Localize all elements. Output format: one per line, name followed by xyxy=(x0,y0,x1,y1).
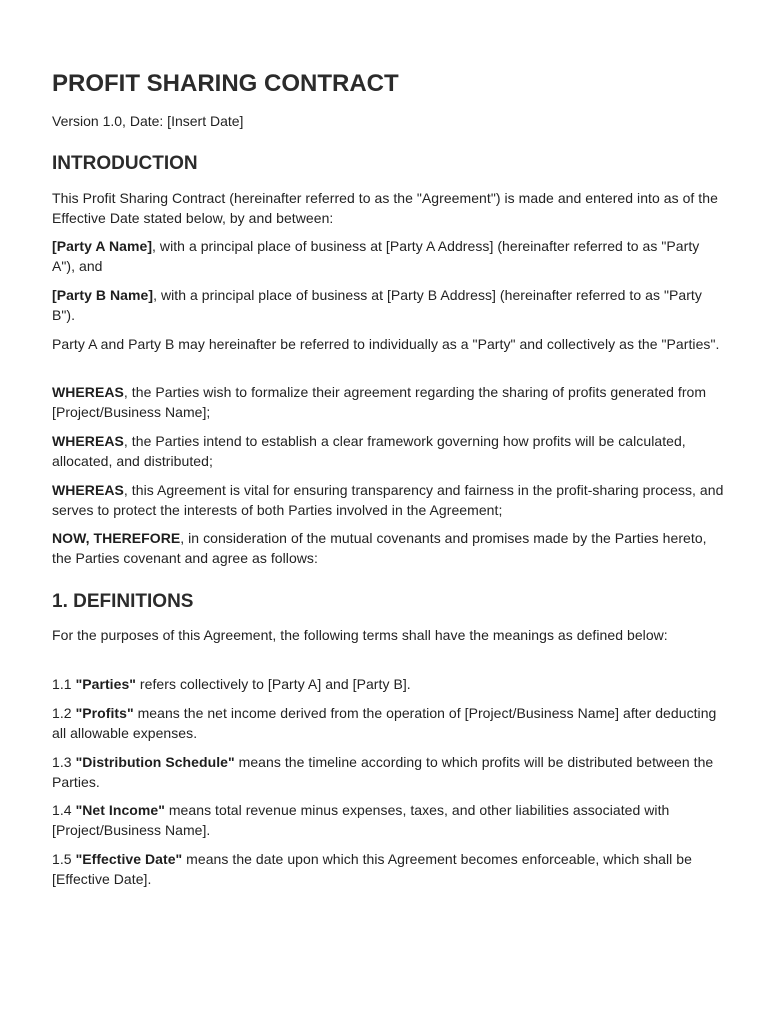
definition-number: 1.4 xyxy=(52,802,76,818)
whereas-text: , this Agreement is vital for ensuring transparency and fairness in the profit-sharing process, and serves to protect the interests of both Parties involved in the Agreement; xyxy=(52,482,724,518)
party-b-paragraph xyxy=(52,286,724,325)
definitions-heading: 1. DEFINITIONS xyxy=(52,591,194,612)
definition-text: means the timeline according to which profits will be distributed between the Parties. xyxy=(52,754,714,790)
definition-term: "Distribution Schedule" xyxy=(75,754,235,770)
whereas-label: WHEREAS xyxy=(52,433,124,449)
definition-term: "Parties" xyxy=(75,676,136,692)
definition-number: 1.1 xyxy=(52,676,76,692)
whereas-paragraph-1 xyxy=(52,383,724,422)
definition-text: means the date upon which this Agreement becomes enforceable, which shall be [Effective Date]. xyxy=(52,851,692,887)
definition-term: "Effective Date" xyxy=(75,851,183,867)
intro-paragraph: This Profit Sharing Contract (hereinafter referred to as the "Agreement") is made and entered into as of the Effective Date stated below, by and between: xyxy=(52,190,718,226)
party-b-name: [Party B Name] xyxy=(52,287,154,303)
party-b-details: , with a principal place of business at [Party B Address] (hereinafter referred to as "Party B"). xyxy=(52,287,702,323)
party-a-paragraph xyxy=(52,237,724,276)
whereas-label: WHEREAS xyxy=(52,482,124,498)
version-line: Version 1.0, Date: [Insert Date] xyxy=(52,113,244,129)
whereas-label: WHEREAS xyxy=(52,384,124,400)
introduction-heading: INTRODUCTION xyxy=(52,153,198,174)
definition-term: "Profits" xyxy=(75,705,134,721)
now-therefore-paragraph xyxy=(52,529,724,568)
definition-item xyxy=(52,850,724,889)
definition-item xyxy=(52,801,724,840)
now-therefore-label: NOW, THEREFORE xyxy=(52,530,181,546)
now-therefore-text: , in consideration of the mutual covenants and promises made by the Parties hereto, the Parties covenant and agree as follows: xyxy=(52,530,707,566)
definition-text: means total revenue minus expenses, taxes, and other liabilities associated with [Project/Business Name]. xyxy=(52,802,670,838)
party-a-details: , with a principal place of business at [Party A Address] (hereinafter referred to as "Party A"), and xyxy=(52,238,700,274)
definition-term: "Net Income" xyxy=(75,802,165,818)
whereas-text: , the Parties wish to formalize their agreement regarding the sharing of profits generated from [Project/Business Name]; xyxy=(52,384,707,420)
whereas-paragraph-2 xyxy=(52,432,724,471)
whereas-text: , the Parties intend to establish a clear framework governing how profits will be calculated, allocated, and distributed; xyxy=(52,433,686,469)
definition-number: 1.3 xyxy=(52,754,76,770)
definitions-intro: For the purposes of this Agreement, the following terms shall have the meanings as defined below: xyxy=(52,627,668,643)
parties-paragraph: Party A and Party B may hereinafter be referred to individually as a "Party" and collectively as the "Parties". xyxy=(52,336,720,352)
definition-item xyxy=(52,753,724,792)
document-title: PROFIT SHARING CONTRACT xyxy=(52,70,399,97)
party-a-name: [Party A Name] xyxy=(52,238,153,254)
definition-item xyxy=(52,675,724,695)
definition-text: means the net income derived from the operation of [Project/Business Name] after deducting all allowable expenses. xyxy=(52,705,717,741)
definition-number: 1.5 xyxy=(52,851,76,867)
definition-text: refers collectively to [Party A] and [Party B]. xyxy=(135,676,411,692)
definition-number: 1.2 xyxy=(52,705,76,721)
whereas-paragraph-3 xyxy=(52,481,724,520)
definition-item xyxy=(52,704,724,743)
